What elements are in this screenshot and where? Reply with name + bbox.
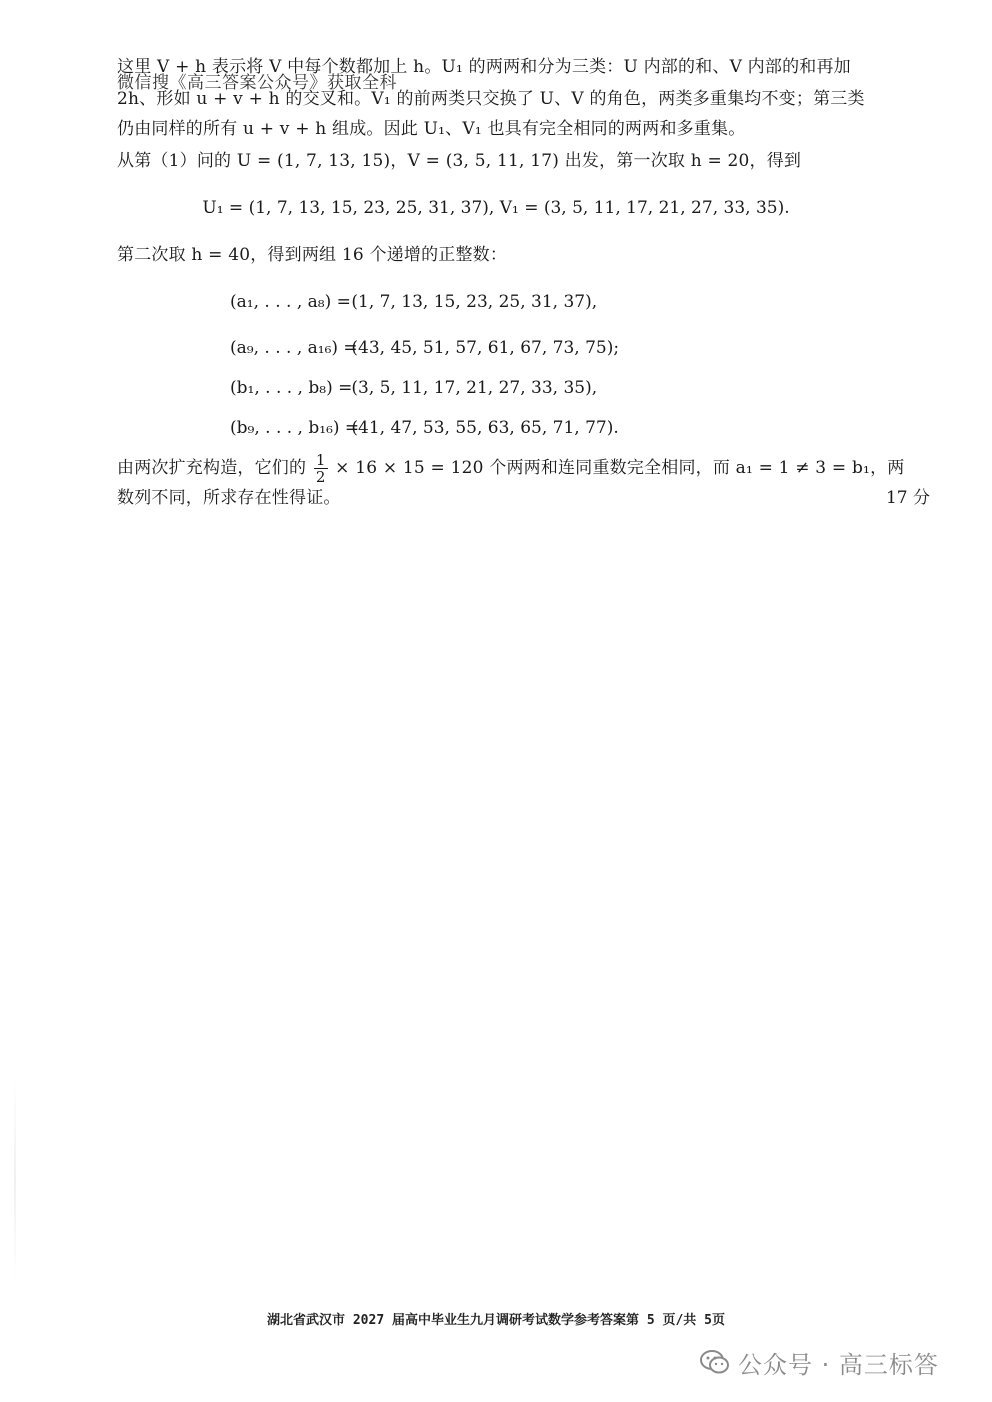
conclusion-text-before: 由两次扩充构造，它们的 — [117, 458, 307, 478]
paragraph-intro: 从第（1）问的 U = (1, 7, 13, 15)，V = (3, 5, 11, 17) 出发，第一次取 h = 20，得到 — [117, 151, 802, 171]
scan-edge-artifact — [14, 1080, 16, 1280]
wechat-icon — [700, 1349, 730, 1375]
score-label: 17 分 — [885, 488, 930, 508]
equation-a-second — [230, 336, 619, 360]
equation-u1-v1: U₁ = (1, 7, 13, 15, 23, 25, 31, 37), V₁ = (3, 5, 11, 17, 21, 27, 33, 35). — [202, 198, 790, 218]
equation-a-first — [230, 290, 597, 314]
brand-watermark — [700, 1343, 939, 1381]
equation-rhs: (43, 45, 51, 57, 61, 67, 73, 75); — [351, 338, 620, 358]
watermark-text: 微信搜《高三答案公众号》获取全科 — [117, 73, 397, 93]
conclusion-text-after: × 16 × 15 = 120 个两两和连同重数完全相同，而 a₁ = 1 ≠ 3 = b₁，两 — [335, 458, 905, 478]
paragraph-line: 仍由同样的所有 u + v + h 组成。因此 U₁、V₁ 也具有完全相同的两两和多重集。 — [117, 119, 746, 139]
equation-rhs: (3, 5, 11, 17, 21, 27, 33, 35), — [351, 378, 598, 398]
paragraph-second-step: 第二次取 h = 40，得到两组 16 个递增的正整数： — [117, 245, 508, 265]
paragraph-conclusion-end: 数列不同，所求存在性得证。 — [117, 488, 341, 508]
fraction-denominator: 2 — [315, 468, 326, 486]
brand-text: 公众号 · 高三标答 — [738, 1350, 939, 1379]
paragraph-line: 2h、形如 u + v + h 的交叉和。V₁ 的前两类只交换了 U、V 的角色，两类多重集均不变；第三类 — [117, 89, 865, 109]
equation-lhs: (a₉, . . . , a₁₆) = — [230, 338, 358, 358]
page-footer: 湖北省武汉市 2027 届高中毕业生九月调研考试数学参考答案第 5 页/共 5页 — [267, 1313, 725, 1328]
equation-lhs: (b₉, . . . , b₁₆) = — [230, 418, 360, 438]
equation-lhs: (a₁, . . . , a₈) = — [230, 292, 351, 312]
paragraph-line: 这里 V + h 表示将 V 中每个数都加上 h。U₁ 的两两和分为三类：U 内部的和、V 内部的和再加 — [117, 57, 851, 77]
equation-b-first — [230, 376, 597, 400]
equation-lhs: (b₁, . . . , b₈) = — [230, 378, 353, 398]
paragraph-conclusion — [117, 452, 937, 485]
equation-rhs: (41, 47, 53, 55, 63, 65, 71, 77). — [351, 418, 619, 438]
equation-b-second — [230, 416, 619, 440]
fraction-numerator: 1 — [315, 451, 326, 469]
equation-rhs: (1, 7, 13, 15, 23, 25, 31, 37), — [351, 292, 598, 312]
fraction-one-half — [314, 452, 328, 485]
